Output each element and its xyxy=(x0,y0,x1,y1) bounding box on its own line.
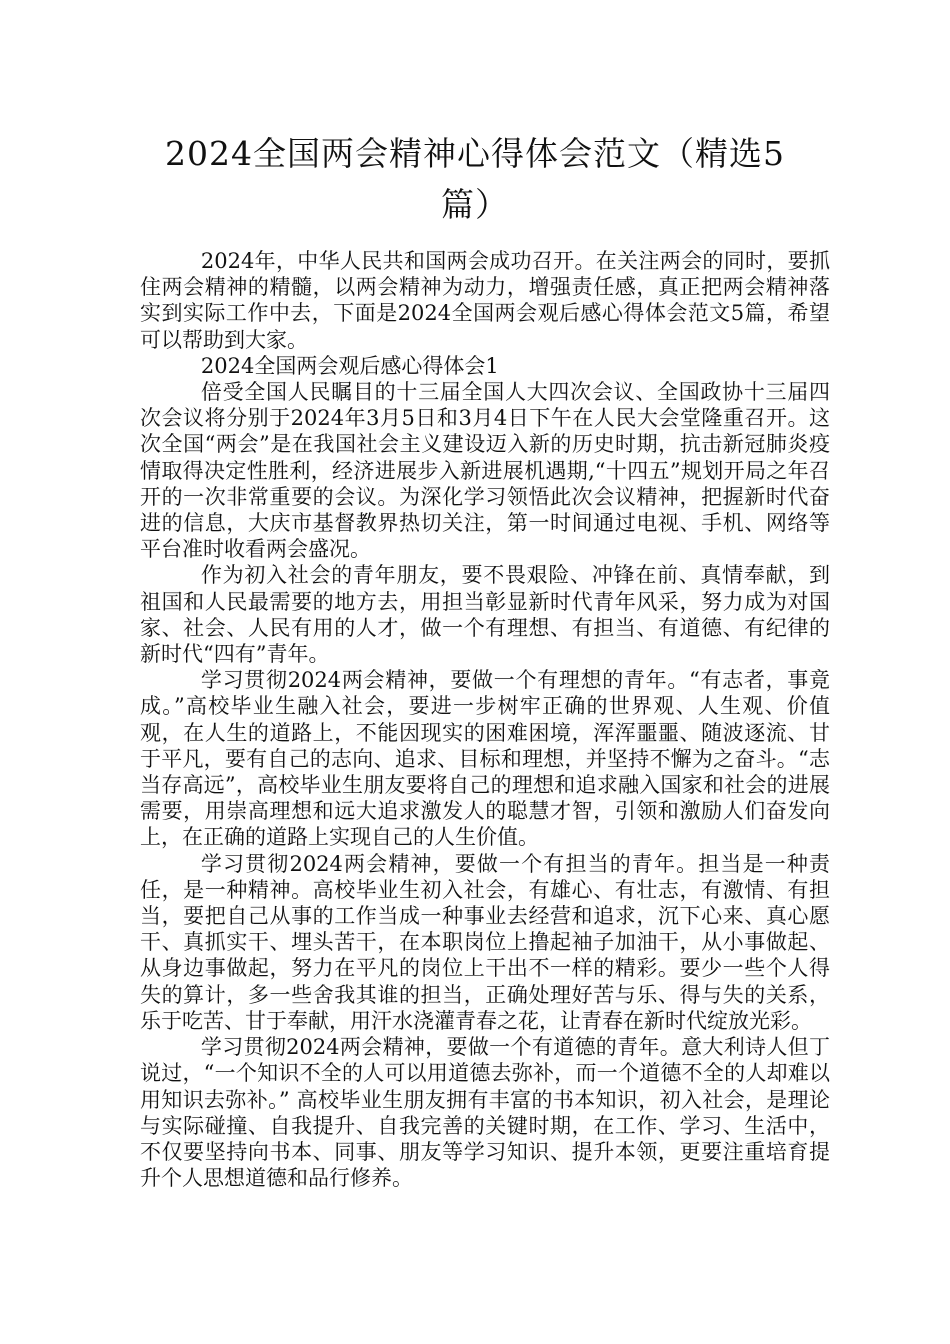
intro-paragraph: 2024年，中华人民共和国两会成功召开。在关注两会的同时，要抓住两会精神的精髓，以两会精神为动力，增强责任感，真正把两会精神落实到实际工作中去，下面是2024全国两会观后感心得体会范文5篇，希望可以帮助到大家。 xyxy=(140,249,830,352)
body-paragraph: 作为初入社会的青年朋友，要不畏艰险、冲锋在前、真情奉献，到祖国和人民最需要的地方去，用担当彰显新时代青年风采，努力成为对国家、社会、人民有用的人才，做一个有理想、有担当、有道德、有纪律的新时代“四有”青年。 xyxy=(140,563,830,667)
body-paragraph: 学习贯彻2024两会精神，要做一个有担当的青年。担当是一种责任，是一种精神。高校毕业生初入社会，有雄心、有壮志，有激情、有担当，要把自己从事的工作当成一种事业去经营和追求，沉下心来、真心愿干、真抓实干、埋头苦干，在本职岗位上撸起袖子加油干，从小事做起、从身边事做起，努力在平凡的岗位上干出不一样的精彩。要少一些个人得失的算计，多一些舍我其谁的担当，正确处理好苦与乐、得与失的关系，乐于吃苦、甘于奉献，用汗水浇灌青春之花，让青春在新时代绽放光彩。 xyxy=(140,851,830,1033)
section-heading: 2024全国两会观后感心得体会1 xyxy=(200,353,499,378)
document-body xyxy=(140,248,830,1191)
document-title: 2024全国两会精神心得体会范文（精选5篇） xyxy=(165,134,785,224)
body-paragraph: 学习贯彻2024两会精神，要做一个有道德的青年。意大利诗人但丁说过，“一个知识不全的人可以用道德去弥补，而一个道德不全的人却难以用知识去弥补。” 高校毕业生朋友拥有丰富的书本知识，初入社会，是理论与实际碰撞、自我提升、自我完善的关键时期，在工作、学习、生活中，不仅要坚持向书本、同事、朋友等学习知识、提升本领，更要注重培育提升个人思想道德和品行修养。 xyxy=(140,1035,830,1191)
body-paragraph: 学习贯彻2024两会精神，要做一个有理想的青年。“有志者，事竟成。”高校毕业生融入社会，要进一步树牢正确的世界观、人生观、价值观，在人生的道路上，不能因现实的困难困境，浑浑噩噩、随波逐流、甘于平凡，要有自己的志向、追求、目标和理想，并坚持不懈为之奋斗。“志当存高远”，高校毕业生朋友要将自己的理想和追求融入国家和社会的进展需要，用崇高理想和远大追求激发人的聪慧才智，引领和激励人们奋发向上，在正确的道路上实现自己的人生价值。 xyxy=(140,668,830,850)
body-paragraph: 倍受全国人民瞩目的十三届全国人大四次会议、全国政协十三届四次会议将分别于2024年3月5日和3月4日下午在人民大会堂隆重召开。这次全国“两会”是在我国社会主义建设迈入新的历史时期，抗击新冠肺炎疫情取得决定性胜利，经济进展步入新进展机遇期,“十四五”规划开局之年召开的一次非常重要的会议。为深化学习领悟此次会议精神，把握新时代奋进的信息，大庆市基督教界热切关注，第一时间通过电视、手机、网络等平台准时收看两会盛况。 xyxy=(140,380,830,562)
